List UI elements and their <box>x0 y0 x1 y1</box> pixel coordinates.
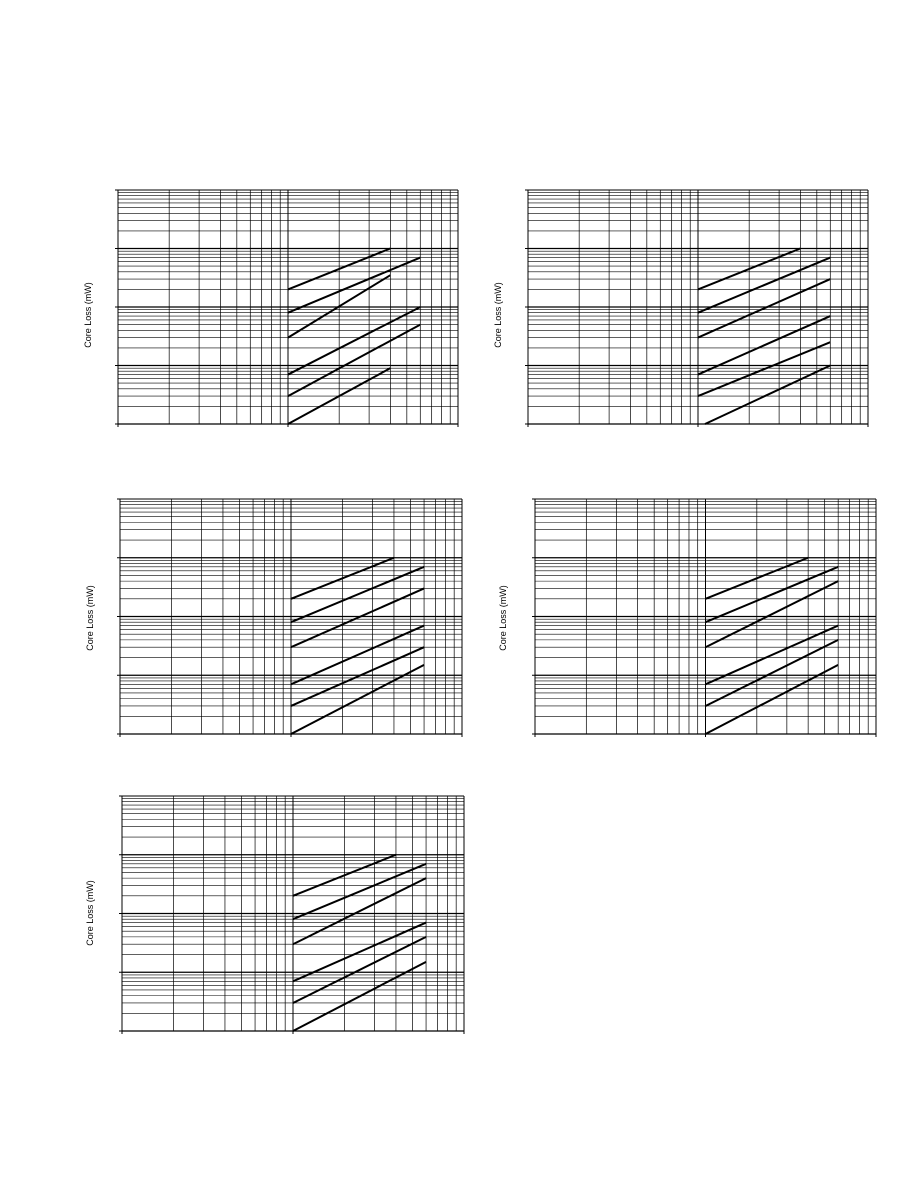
y-axis-label: Core Loss (mW) <box>85 585 95 651</box>
series-line <box>288 307 420 375</box>
chart-panel-1 <box>70 185 470 435</box>
series-line <box>293 937 426 1003</box>
chart-plot <box>485 495 885 745</box>
y-axis-label: Core Loss (mW) <box>85 880 95 946</box>
y-axis-label: Core Loss (mW) <box>498 585 508 651</box>
chart-plot <box>70 495 470 745</box>
y-axis-label: Core Loss (mW) <box>83 282 93 348</box>
chart-plot <box>70 185 470 435</box>
chart-plot <box>72 792 472 1042</box>
chart-panel-5 <box>72 792 472 1042</box>
series-line <box>291 588 424 647</box>
chart-panel-4 <box>485 495 885 745</box>
chart-panel-2 <box>480 185 880 435</box>
series-line <box>698 279 830 338</box>
series-line <box>706 640 839 706</box>
chart-plot <box>480 185 880 435</box>
chart-panel-3 <box>70 495 470 745</box>
series-line <box>288 325 420 396</box>
y-axis-label: Core Loss (mW) <box>493 282 503 348</box>
series-line <box>698 342 830 396</box>
